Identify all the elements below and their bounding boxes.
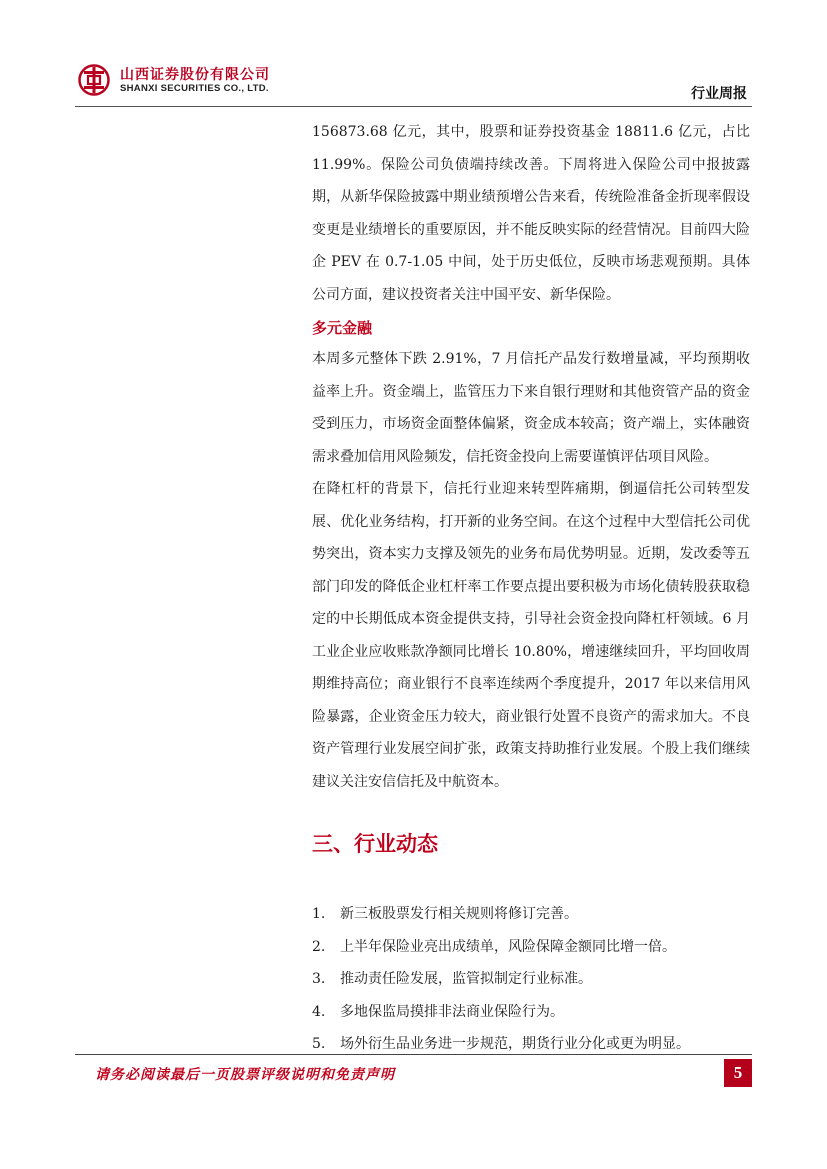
company-logo-icon (78, 64, 110, 96)
list-item-number: 2. (312, 938, 326, 955)
list-item (312, 963, 752, 996)
insurance-paragraph: 156873.68 亿元，其中，股票和证券投资基金 18811.6 亿元，占比 11.99%。保险公司负债端持续改善。下周将进入保险公司中报披露期，从新华保险披露中期业绩预增公告来看，传统险准备金折现率假设变更是业绩增长的重要原因，并不能反映实际的经营情况。目前四大险企 PEV 在 0.7-1.05 中间，处于历史低位，反映市场悲观预期。具体公司方面，建议投资者关注中国平安、新华保险。 (312, 124, 750, 303)
list-item (312, 996, 752, 1029)
list-item-text: 新三板股票发行相关规则将修订完善。 (340, 906, 578, 922)
page-number-badge: 5 (724, 1059, 752, 1087)
list-item-number: 3. (312, 971, 326, 987)
diversified-paragraph-1: 本周多元整体下跌 2.91%，7 月信托产品发行数增量减，平均预期收益率上升。资金端上，监管压力下来自银行理财和其他资管产品的资金受到压力，市场资金面整体偏紧，资金成本较高；资产端上，实体融资需求叠加信用风险频发，信托资金投向上需要谨慎评估项目风险。 (312, 351, 750, 465)
list-item-text: 多地保监局摸排非法商业保险行为。 (340, 1003, 564, 1020)
list-item (312, 1028, 752, 1061)
list-item-text: 场外衍生品业务进一步规范，期货行业分化或更为明显。 (340, 1036, 690, 1052)
main-content (312, 116, 750, 798)
header-divider (75, 106, 752, 107)
list-item-number: 5. (312, 1036, 326, 1052)
list-item (312, 931, 752, 964)
list-item (312, 898, 752, 931)
company-name-en: SHANXI SECURITIES CO., LTD. (120, 83, 269, 94)
diversified-paragraph-2: 在降杠杆的背景下，信托行业迎来转型阵痛期，倒逼信托公司转型发展、优化业务结构，打开新的业务空间。在这个过程中大型信托公司优势突出，资本实力支撑及领先的业务布局优势明显。近期，发改委等五部门印发的降低企业杠杆率工作要点提出要积极为市场化债转股获取稳定的中长期低成本资金提供支持，引导社会资金投向降杠杆领域。6 月工业企业应收账款净额同比增长 10.80%，增速继续回升，平均回收周期维持高位；商业银行不良率连续两个季度提升，2017 年以来信用风险暴露，企业资金压力较大，商业银行处置不良资产的需求加大。不良资产管理行业发展空间扩张，政策支持助推行业发展。个股上我们继续建议关注安信信托及中航资本。 (312, 481, 750, 790)
news-list (312, 898, 752, 1061)
footer-divider (75, 1054, 752, 1055)
report-type-label: 行业周报 (691, 86, 747, 102)
subhead-diversified-finance: 多元金融 (312, 319, 373, 337)
company-name-cn: 山西证券股份有限公司 (120, 67, 270, 83)
list-item-text: 推动责任险发展，监管拟制定行业标准。 (340, 971, 592, 987)
list-item-text: 上半年保险业亮出成绩单，风险保障金额同比增一倍。 (340, 938, 676, 955)
list-item-number: 1. (312, 906, 326, 922)
section-title-industry-news: 三、行业动态 (312, 832, 438, 856)
disclaimer-text: 请务必阅读最后一页股票评级说明和免责声明 (95, 1067, 395, 1083)
list-item-number: 4. (312, 1003, 326, 1020)
